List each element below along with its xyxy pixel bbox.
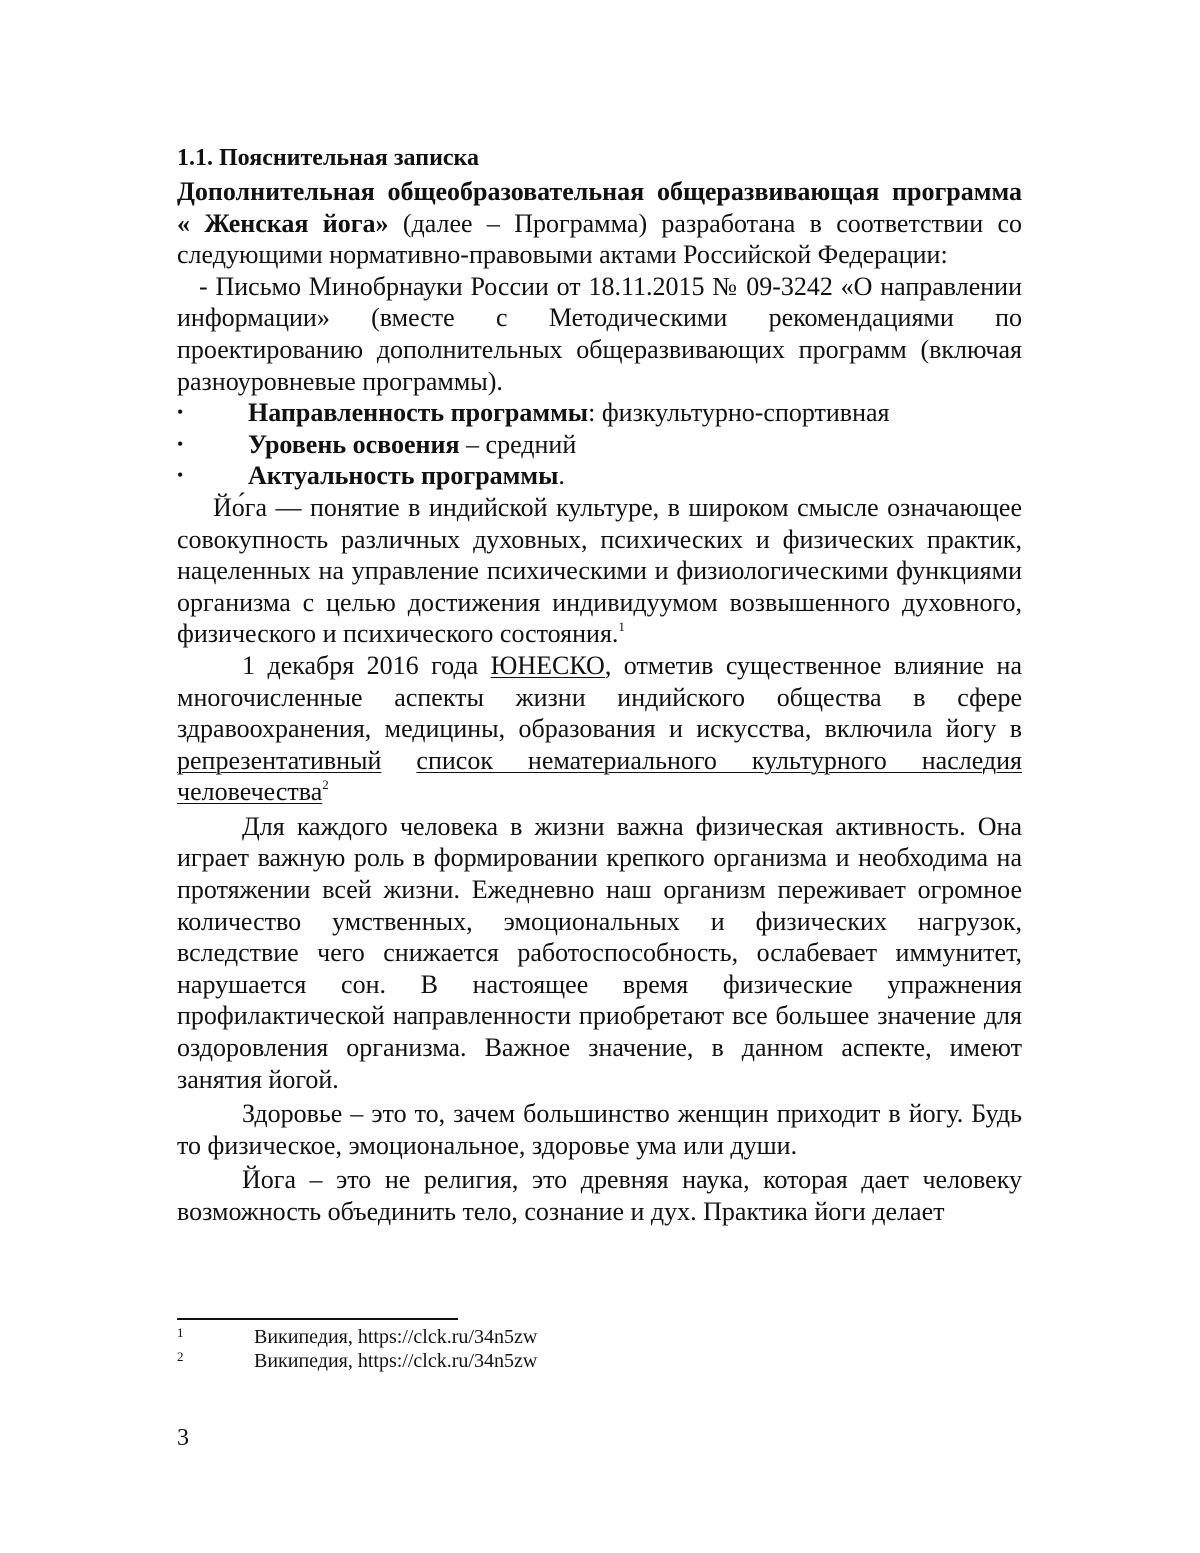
list-item [177, 397, 1022, 429]
section-heading: 1.1. Пояснительная записка [177, 145, 480, 171]
unesco-paragraph [177, 650, 1022, 808]
ministry-letter-paragraph: - Письмо Минобрнауки России от 18.11.2015 № 09-3242 «О направлении информации» (вместе с Методическими рекомендациями по проектированию дополнительных общеразвивающих программ (включая разноуровневые программы). [177, 271, 1022, 396]
program-features-list [177, 397, 1022, 492]
list-item [177, 429, 1022, 461]
unesco-text-start: 1 декабря 2016 года [242, 650, 491, 680]
bullet-marker: • [177, 402, 184, 423]
list-item [177, 460, 1022, 492]
footnote-number: 1 [177, 1325, 184, 1340]
feature-value: . [558, 461, 565, 491]
footnote-separator [177, 1318, 458, 1320]
feature-label: Актуальность программы [248, 461, 559, 491]
bullet-marker: • [177, 465, 184, 486]
document-body [177, 140, 1022, 1228]
footnote-number: 2 [177, 1349, 184, 1364]
footnote-item [177, 1325, 1022, 1349]
health-paragraph: Здоровье – это то, зачем большинство женщин приходит в йогу. Будь то физическое, эмоциональное, здоровье ума или души. [177, 1099, 1022, 1160]
feature-label: Направленность программы [248, 398, 589, 428]
footnote-item [177, 1349, 1022, 1373]
footnote-ref-1[interactable]: 1 [618, 619, 625, 635]
feature-value: : физкультурно-спортивная [588, 398, 890, 428]
unesco-space [381, 746, 416, 775]
feature-label: Уровень освоения [248, 429, 460, 459]
footnote-text: Википедия, https://clck.ru/34n5zw [254, 1326, 538, 1348]
footnote-ref-2[interactable]: 2 [322, 777, 329, 793]
intro-rest: (далее – Программа) разработана в соответствии со следующими нормативно-правовыми актами Российской Федерации: [177, 208, 1022, 270]
footnote-text: Википедия, https://clck.ru/34n5zw [254, 1350, 538, 1372]
yoga-definition-paragraph [177, 492, 1022, 650]
bullet-marker: • [177, 433, 184, 454]
footnotes [177, 1325, 1022, 1373]
page-number: 3 [177, 1425, 189, 1451]
heritage-list-link[interactable]: список нематериального культурного наследия человечества [177, 745, 1023, 807]
program-title: Дополнительная общеобразовательная общеразвивающая программа « Женская йога» [177, 177, 1022, 238]
unesco-link[interactable]: ЮНЕСКО [490, 650, 605, 680]
intro-paragraph [177, 176, 1022, 271]
yoga-science-paragraph: Йога – это не религия, это древняя наука, которая дает человеку возможность объединить тело, сознание и дух. Практика йоги делает [177, 1165, 1022, 1226]
feature-value: – средний [459, 429, 577, 459]
unesco-text-middle: , отметив существенное влияние на многочисленные аспекты жизни индийского общества в сфере здравоохранения, медицины, образования и искусства, включила йогу в [177, 650, 1022, 744]
physical-activity-paragraph: Для каждого человека в жизни важна физическая активность. Она играет важную роль в формировании крепкого организма и необходима на протяжении всей жизни. Ежедневно наш организм переживает огромное количество умственных, эмоциональных и физических нагрузок, вследствие чего снижается работоспособность, ослабевает иммунитет, нарушается сон. В настоящее время физические упражнения профилактической направленности приобретают все большее значение для оздоровления организма. Важное значение, в данном аспекте, имеют занятия йогой. [177, 811, 1022, 1094]
representative-link[interactable]: репрезентативный [177, 745, 382, 775]
yoga-definition-text: Йо́га — понятие в индийской культуре, в широком смысле означающее совокупность различных духовных, психических и физических практик, нацеленных на управление психическими и физиологическими функциями организма с целью достижения индивидуумом возвышенного духовного, физического и психического состояния. [177, 492, 1022, 649]
